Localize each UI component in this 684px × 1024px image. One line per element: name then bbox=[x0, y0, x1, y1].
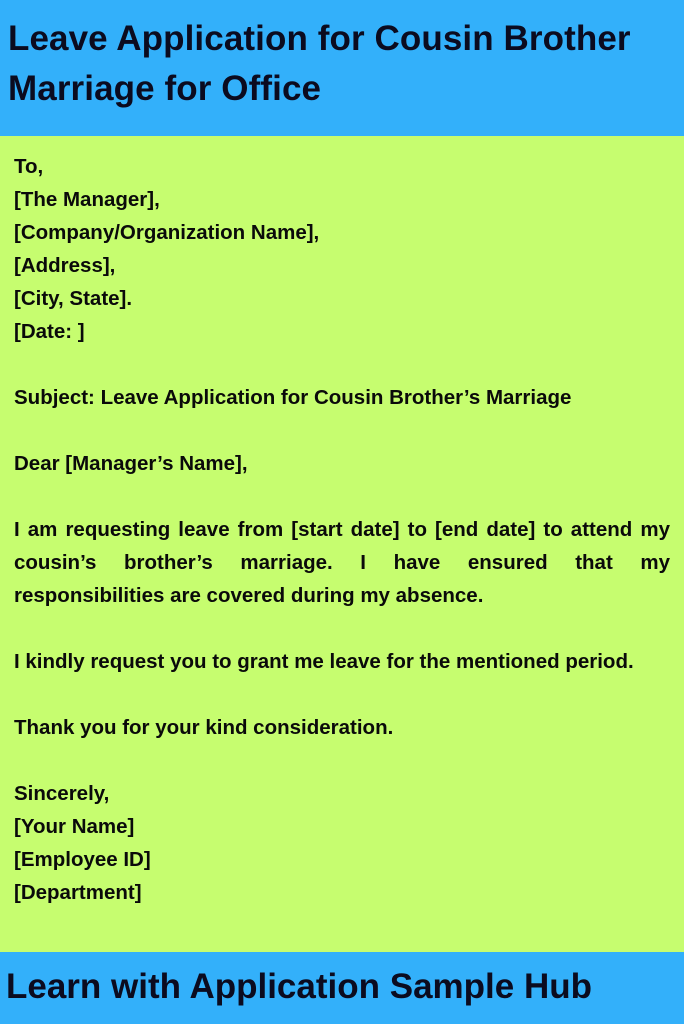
letter-closing: Sincerely, bbox=[14, 782, 110, 805]
letter-recipient: [The Manager], bbox=[14, 188, 160, 211]
letter-name: [Your Name] bbox=[14, 815, 135, 838]
title-banner bbox=[0, 0, 684, 136]
title-line-2: Marriage for Office bbox=[8, 69, 322, 108]
letter-company: [Company/Organization Name], bbox=[14, 221, 320, 244]
spacer bbox=[14, 612, 670, 645]
letter-address: [Address], bbox=[14, 254, 116, 277]
letter-subject: Subject: Leave Application for Cousin Brother’s Marriage bbox=[14, 386, 572, 409]
letter-salutation: Dear [Manager’s Name], bbox=[14, 452, 248, 475]
letter-city-state: [City, State]. bbox=[14, 287, 133, 310]
letter-paragraph-2: I kindly request you to grant me leave for the mentioned period. bbox=[14, 650, 634, 673]
letter-department: [Department] bbox=[14, 881, 142, 904]
spacer bbox=[14, 480, 670, 513]
letter-paragraph-3: Thank you for your kind consideration. bbox=[14, 716, 394, 739]
spacer bbox=[14, 744, 670, 777]
letter-date: [Date: ] bbox=[14, 320, 85, 343]
footer-banner bbox=[0, 952, 684, 1024]
page-title bbox=[8, 14, 676, 114]
title-line-1: Leave Application for Cousin Brother bbox=[8, 19, 631, 58]
letter-paragraph-1: I am requesting leave from [start date] to [end date] to attend my cousin’s brother’s marriage. I have ensured that my responsibilities are covered during my absence. bbox=[14, 518, 670, 607]
spacer bbox=[14, 414, 670, 447]
letter-to: To, bbox=[14, 155, 44, 178]
footer-text: Learn with Application Sample Hub bbox=[6, 967, 592, 1006]
letter-body bbox=[14, 150, 670, 909]
spacer bbox=[14, 678, 670, 711]
spacer bbox=[14, 348, 670, 381]
letter-employee-id: [Employee ID] bbox=[14, 848, 151, 871]
